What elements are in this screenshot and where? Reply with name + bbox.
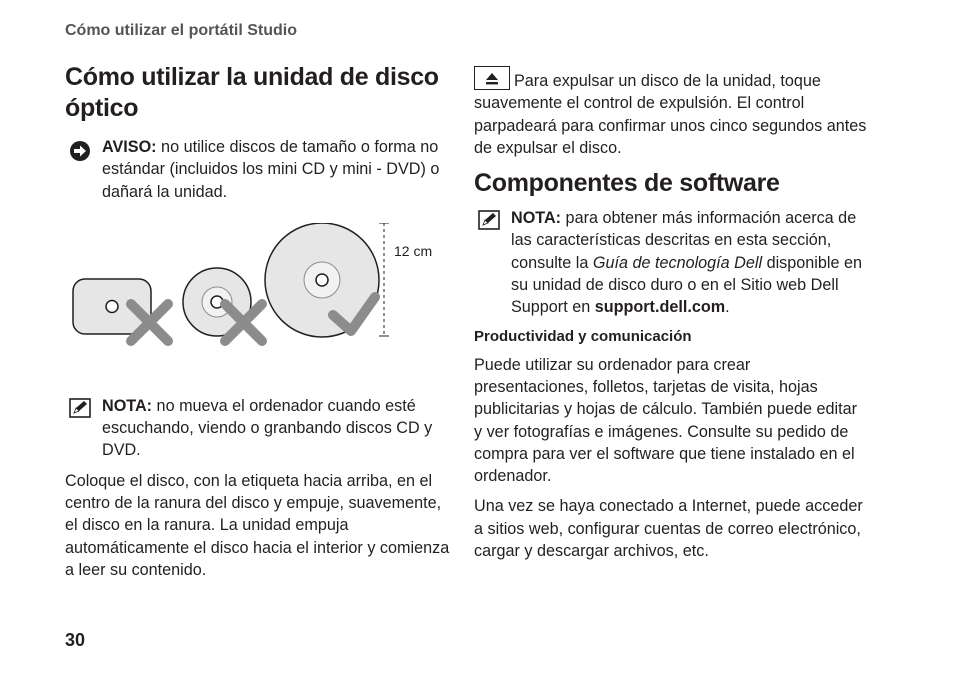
technology-guide-title: Guía de tecnología Dell (592, 253, 763, 272)
left-column (65, 62, 450, 581)
note-label: NOTA: (102, 396, 153, 415)
software-note-end: . (725, 298, 730, 317)
optical-drive-section-title: Cómo utilizar la unidad de disco óptico (65, 63, 439, 122)
note-pencil-icon (478, 210, 500, 235)
running-header: Cómo utilizar el portátil Studio (65, 22, 297, 39)
notice-callout (65, 136, 450, 203)
software-note-label: NOTA: (511, 209, 562, 228)
internet-paragraph: Una vez se haya conectado a Internet, puede acceder a sitios web, configurar cuentas de correo electrónico, cargar y descargar archivos, etc. (474, 497, 863, 561)
support-url-link[interactable]: support.dell.com (594, 298, 726, 317)
software-section-title: Componentes de software (474, 169, 780, 198)
notice-label: AVISO: (102, 138, 157, 156)
insert-disc-paragraph: Coloque el disco, con la etiqueta hacia arriba, en el centro de la ranura del disco y empuje, suavemente, el disco en la ranura. La unidad empuja automáticamente el disco hacia el interior y comienza a leer su contenido. (65, 471, 450, 579)
notice-arrow-icon (69, 140, 91, 167)
dimension-line (379, 223, 389, 336)
software-note-text-after: disponible en su unidad de disco duro o en el Sitio web Dell Support en (511, 253, 862, 317)
productivity-paragraph: Puede utilizar su ordenador para crear presentaciones, folletos, tarjetas de visita, hojas publicitarias y hojas de cálculo. También puede editar y ver fotografías e imágenes. Consulte su pedido de compra para ver el software que tiene instalado en el ordenador. (474, 355, 858, 486)
software-note-callout (474, 207, 869, 318)
software-note-text: para obtener más información acerca de las características descritas en esta sección, consulte la (511, 209, 857, 272)
eject-text: Para expulsar un disco de la unidad, toque suavemente el control de expulsión. El control parpadeará para confirmar unos cinco segundos antes de expulsar el disco. (474, 72, 867, 157)
note-text: no mueva el ordenador cuando esté escuchando, viendo o granbando discos CD y DVD. (102, 396, 433, 460)
eject-icon (474, 66, 510, 90)
note-pencil-icon (69, 398, 91, 423)
eject-paragraph (474, 66, 869, 159)
dimension-label: 12 cm (394, 242, 433, 259)
note-callout (65, 395, 450, 462)
right-column (474, 66, 869, 562)
disc-size-figure (65, 223, 450, 359)
notice-text: no utilice discos de tamaño o forma no estándar (incluidos los mini CD y mini - DVD) o dañará la unidad. (102, 138, 440, 201)
page-number: 30 (65, 630, 86, 650)
productivity-subtitle: Productividad y comunicación (474, 327, 692, 345)
